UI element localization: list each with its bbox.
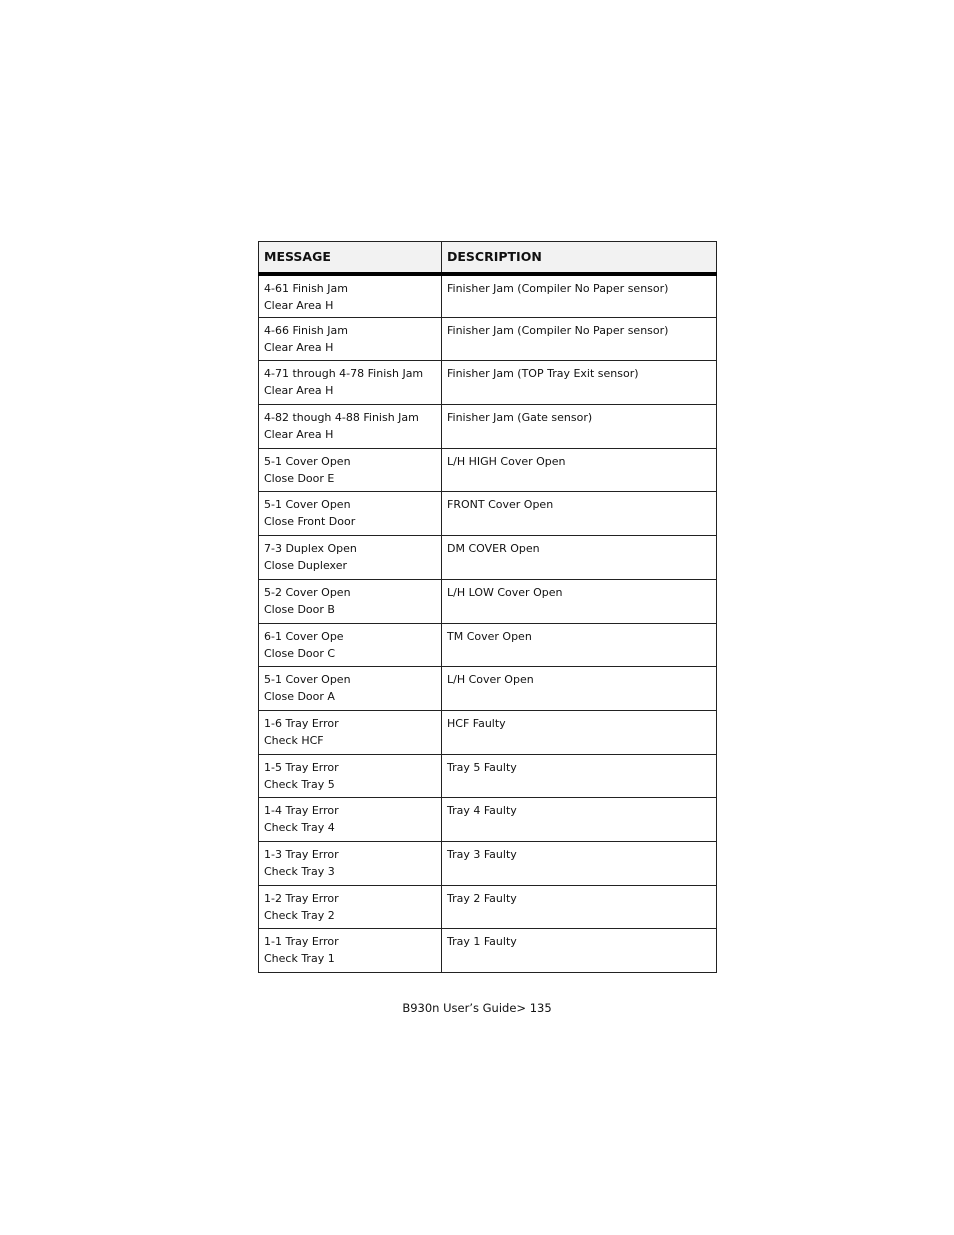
table-row (259, 536, 717, 580)
message-table (258, 241, 717, 973)
message-cell (259, 798, 442, 842)
description-text: HCF Faulty (447, 716, 506, 730)
message-code: 5-1 Cover Open (264, 498, 351, 512)
message-cell (259, 623, 442, 667)
table-row (259, 448, 717, 492)
message-code: 4-71 through 4-78 Finish Jam (264, 367, 424, 381)
description-text: Tray 3 Faulty (447, 847, 517, 861)
message-code: 5-1 Cover Open (264, 454, 351, 468)
description-text: Tray 4 Faulty (447, 804, 517, 818)
table-row (259, 623, 717, 667)
description-cell (442, 667, 717, 711)
description-cell (442, 405, 717, 449)
description-text: Finisher Jam (Compiler No Paper sensor) (447, 281, 669, 295)
table-row (259, 361, 717, 405)
message-code: 4-61 Finish Jam (264, 281, 348, 295)
message-cell (259, 361, 442, 405)
table-row (259, 667, 717, 711)
message-code: 6-1 Cover Ope (264, 629, 344, 643)
table-row (259, 885, 717, 929)
description-cell (442, 841, 717, 885)
message-code: 1-3 Tray Error (264, 847, 339, 861)
table-row (259, 579, 717, 623)
description-text: L/H Cover Open (447, 673, 534, 687)
table-body (259, 274, 717, 973)
message-cell (259, 841, 442, 885)
message-code: 4-82 though 4-88 Finish Jam (264, 411, 419, 425)
description-cell (442, 361, 717, 405)
message-action: Close Door C (264, 646, 336, 660)
message-action: Close Door A (264, 690, 335, 704)
message-cell (259, 448, 442, 492)
table-row (259, 929, 717, 973)
message-code: 5-1 Cover Open (264, 673, 351, 687)
description-cell (442, 798, 717, 842)
description-cell (442, 623, 717, 667)
message-cell (259, 536, 442, 580)
message-code: 7-3 Duplex Open (264, 542, 357, 556)
message-action: Close Door E (264, 471, 335, 485)
message-action: Check Tray 2 (264, 908, 335, 922)
table-row (259, 710, 717, 754)
message-code: 4-66 Finish Jam (264, 323, 348, 337)
description-cell (442, 885, 717, 929)
description-text: DM COVER Open (447, 542, 540, 556)
description-cell (442, 317, 717, 361)
message-code: 1-1 Tray Error (264, 935, 339, 949)
description-text: FRONT Cover Open (447, 498, 554, 512)
table-row (259, 798, 717, 842)
table-row (259, 754, 717, 798)
message-action: Close Duplexer (264, 559, 347, 573)
table-row (259, 317, 717, 361)
table-row (259, 841, 717, 885)
message-action: Clear Area H (264, 384, 334, 398)
message-action: Check Tray 4 (264, 821, 335, 835)
table-row (259, 492, 717, 536)
message-cell (259, 667, 442, 711)
message-code: 1-2 Tray Error (264, 891, 339, 905)
message-cell (259, 754, 442, 798)
message-code: 1-6 Tray Error (264, 716, 339, 730)
description-text: Tray 5 Faulty (447, 760, 517, 774)
message-cell (259, 405, 442, 449)
description-text: Tray 2 Faulty (447, 891, 517, 905)
message-action: Clear Area H (264, 298, 334, 312)
description-cell (442, 929, 717, 973)
message-code: 5-2 Cover Open (264, 585, 351, 599)
description-cell (442, 710, 717, 754)
message-action: Check HCF (264, 733, 324, 747)
message-action: Check Tray 1 (264, 952, 335, 966)
description-cell (442, 448, 717, 492)
message-code: 1-5 Tray Error (264, 760, 339, 774)
description-cell (442, 274, 717, 318)
message-cell (259, 579, 442, 623)
description-text: Finisher Jam (Gate sensor) (447, 411, 593, 425)
message-cell (259, 317, 442, 361)
message-cell (259, 885, 442, 929)
message-cell (259, 492, 442, 536)
column-header-message: MESSAGE (259, 242, 442, 274)
message-action: Clear Area H (264, 428, 334, 442)
description-text: Finisher Jam (Compiler No Paper sensor) (447, 323, 669, 337)
message-cell (259, 710, 442, 754)
column-header-description: DESCRIPTION (442, 242, 717, 274)
description-cell (442, 536, 717, 580)
description-text: Finisher Jam (TOP Tray Exit sensor) (447, 367, 639, 381)
message-action: Check Tray 3 (264, 864, 335, 878)
message-cell (259, 929, 442, 973)
table-row (259, 405, 717, 449)
page-footer: B930n User’s Guide> 135 (402, 1001, 552, 1015)
description-cell (442, 579, 717, 623)
message-action: Clear Area H (264, 340, 334, 354)
description-text: L/H HIGH Cover Open (447, 454, 566, 468)
description-text: TM Cover Open (447, 629, 532, 643)
table-row (259, 274, 717, 318)
description-cell (442, 754, 717, 798)
message-action: Check Tray 5 (264, 777, 335, 791)
description-text: L/H LOW Cover Open (447, 585, 563, 599)
message-action: Close Front Door (264, 515, 356, 529)
message-code: 1-4 Tray Error (264, 804, 339, 818)
message-cell (259, 274, 442, 318)
message-action: Close Door B (264, 602, 335, 616)
description-text: Tray 1 Faulty (447, 935, 517, 949)
description-cell (442, 492, 717, 536)
table-header-row (259, 242, 717, 274)
